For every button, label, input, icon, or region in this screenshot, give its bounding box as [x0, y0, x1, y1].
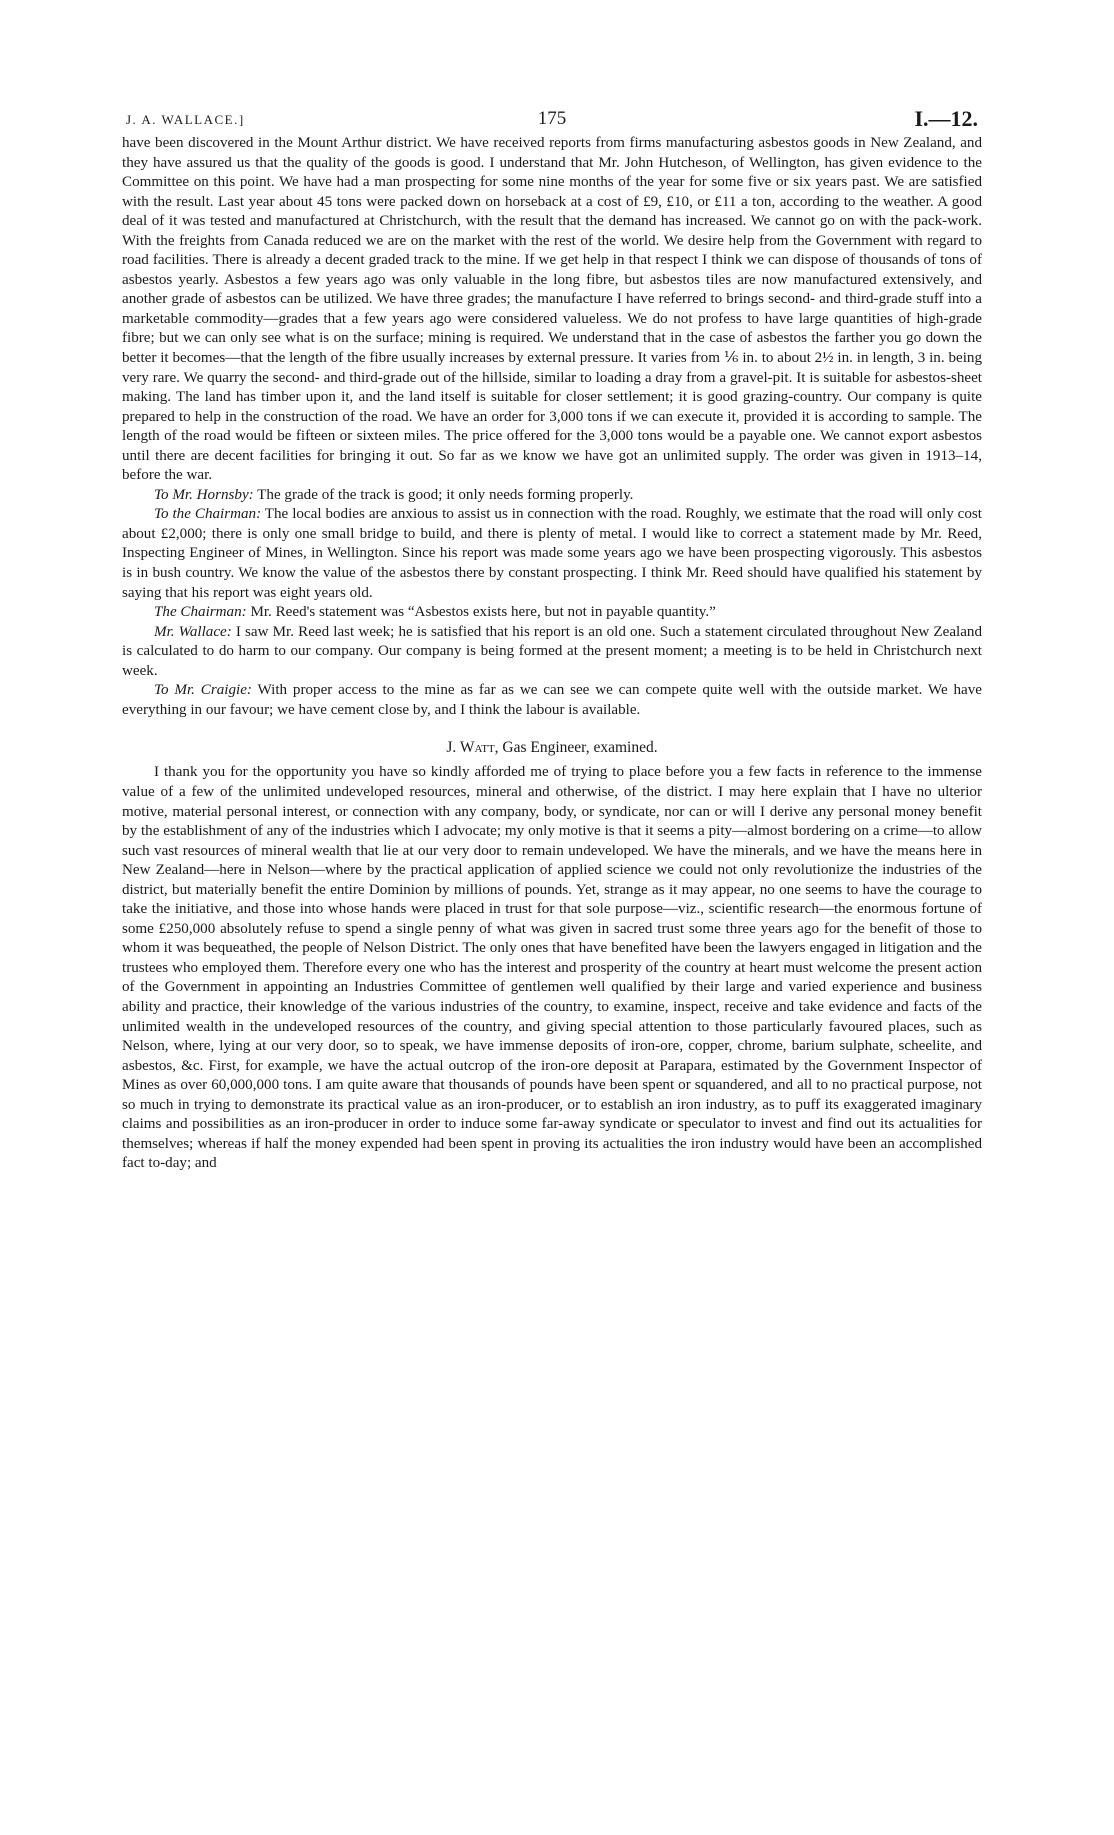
witness-heading-name: J. Watt — [446, 739, 495, 757]
speaker-label: Mr. Wallace: — [154, 623, 232, 640]
answer-text: The grade of the track is good; it only needs forming properly. — [253, 486, 634, 503]
speaker-label: To Mr. Hornsby: — [154, 486, 254, 503]
question-craigie — [122, 681, 982, 720]
section-heading-watt — [122, 738, 982, 758]
running-header — [122, 104, 982, 134]
wallace-evidence-paragraph: have been discovered in the Mount Arthur district. We have received reports from firms manufacturing asbestos goods in New Zealand, and they have assured us that the quality of the goods is good. I understand that Mr. John Hutcheson, of Wellington, has given evidence to the Committee on this point. We have had a man prospecting for some nine months of the year for some five or six years past. We are satisfied with the result. Last year about 45 tons were packed down on horseback at a cost of £9, £10, or £11 a ton, according to the weather. A good deal of it was tested and manufactured at Christchurch, with the result that the demand has increased. We cannot go on with the pack-work. With the freights from Canada reduced we are on the market with the rest of the world. We desire help from the Government with regard to road facilities. There is already a decent graded track to the mine. If we get help in that respect I think we can dispose of thousands of tons of asbestos yearly. Asbestos a few years ago was only valuable in the long fibre, but asbestos tiles are now manufactured extensively, and another grade of asbestos can be utilized. We have three grades; the manufacture I have referred to brings second- and third-grade stuff into a marketable commodity—grades that a few years ago were considered valueless. We do not profess to have large quantities of high-grade fibre; but we can only see what is on the surface; mining is required. We understand that in the case of asbestos the farther you go down the better it becomes—that the length of the fibre usually increases by external pressure. It varies from ⅙ in. to about 2½ in. in length, 3 in. being very rare. We quarry the second- and third-grade out of the hillside, similar to loading a dray from a gravel-pit. It is suitable for asbestos-sheet making. The land has timber upon it, and the land itself is suitable for closer settlement; it is good grazing-country. Our company is quite prepared to help in the construction of the road. We have an order for 3,000 tons if we can execute it, provided it is according to sample. The length of the road would be fifteen or sixteen miles. The price offered for the 3,000 tons would be a payable one. We cannot export asbestos until there are decent facilities for bringing it out. So far as we know we have got an unlimited supply. The order was given in 1913–14, before the war. — [122, 135, 982, 484]
question-hornsby — [122, 486, 982, 506]
question-chairman — [122, 505, 982, 603]
wallace-reply — [122, 623, 982, 682]
speaker-label: The Chairman: — [154, 604, 247, 621]
witness-name: J. A. WALLACE.] — [126, 112, 245, 127]
page-number: 175 — [537, 108, 567, 129]
body-text — [122, 134, 982, 1174]
watt-evidence-paragraph: I thank you for the opportunity you have so kindly afforded me of trying to place before you a few facts in reference to the immense value of a few of the unlimited undeveloped resources, mineral and otherwise, of the district. I may here explain that I have no ulterior motive, material personal interest, or connection with any company, body, or syndicate, nor can or will I derive any personal money benefit by the establishment of any of the industries which I advocate; my only motive is that it seems a pity—almost bordering on a crime—to allow such vast resources of mineral wealth that lie at our very door to remain undeveloped. We have the minerals, and we have the means here in New Zealand—here in Nelson—where by the practical application of applied science we could not only revolutionize the industries of the district, but materially benefit the entire Dominion by millions of pounds. Yet, strange as it may appear, no one seems to have the courage to take the initiative, and those into whose hands were placed in trust for that sole purpose—viz., scientific research—the enormous fortune of some £250,000 absolutely refuse to spend a single penny of what was given in sacred trust some three years ago for the benefit of those to whom it was bequeathed, the people of Nelson District. The only ones that have benefited have been the lawyers engaged in litigation and the trustees who employed them. Therefore every one who has the interest and prosperity of the country at heart must welcome the present action of the Government in appointing an Industries Committee of gentlemen well qualified by their large and varied experience and business ability and practice, their knowledge of the various industries of the country, to examine, inspect, receive and take evidence and facts of the unlimited wealth in the undeveloped resources of the country, and giving special attention to those particularly favoured places, such as Nelson, where, lying at our very door, so to speak, we have immense deposits of iron-ore, copper, chrome, barium sulphate, scheelite, and asbestos, &c. First, for example, we have the actual outcrop of the iron-ore deposit at Parapara, estimated by the Government Inspector of Mines as over 60,000,000 tons. I am quite aware that thousands of pounds have been spent or squandered, and all to no practical purpose, not so much in trying to demonstrate its practical value as an iron-producer, or to establish an iron industry, as to puff its exaggerated imaginary claims and possibilities as an iron-producer in order to induce some far-away syndicate or speculator to invest and find out its actualities for themselves; whereas if half the money expended had been spent in proving its actualities the iron industry would have been an accomplished fact to-day; and — [122, 764, 982, 1172]
witness-heading-title: , Gas Engineer, examined. — [494, 739, 658, 757]
chairman-remark — [122, 603, 982, 623]
answer-text: With proper access to the mine as far as we can see we can compete quite well with the outside market. We have everything in our favour; we have cement close by, and I think the labour is available. — [122, 682, 982, 718]
speaker-label: To Mr. Craigie: — [154, 682, 252, 699]
answer-text: The local bodies are anxious to assist us in connection with the road. Roughly, we estimate that the road will only cost about £2,000; there is only one small bridge to build, and there is plenty of metal. I would like to correct a statement made by Mr. Reed, Inspecting Engineer of Mines, in Wellington. Since his report was made some years ago we have been prospecting vigorously. This asbestos is in bush country. We know the value of the asbestos there by constant prospecting. I think Mr. Reed should have qualified his statement by saying that his report was eight years old. — [122, 506, 982, 601]
document-page — [122, 104, 982, 1174]
reply-text: I saw Mr. Reed last week; he is satisfied that his report is an old one. Such a statement circulated throughout New Zealand is calculated to do harm to our company. Our company is being formed at the present moment; a meeting is to be held in Christchurch next week. — [122, 623, 982, 679]
remark-text: Mr. Reed's statement was “Asbestos exists here, but not in payable quantity.” — [246, 604, 716, 621]
paper-reference: I.—12. — [914, 106, 978, 131]
speaker-label: To the Chairman: — [154, 506, 262, 523]
